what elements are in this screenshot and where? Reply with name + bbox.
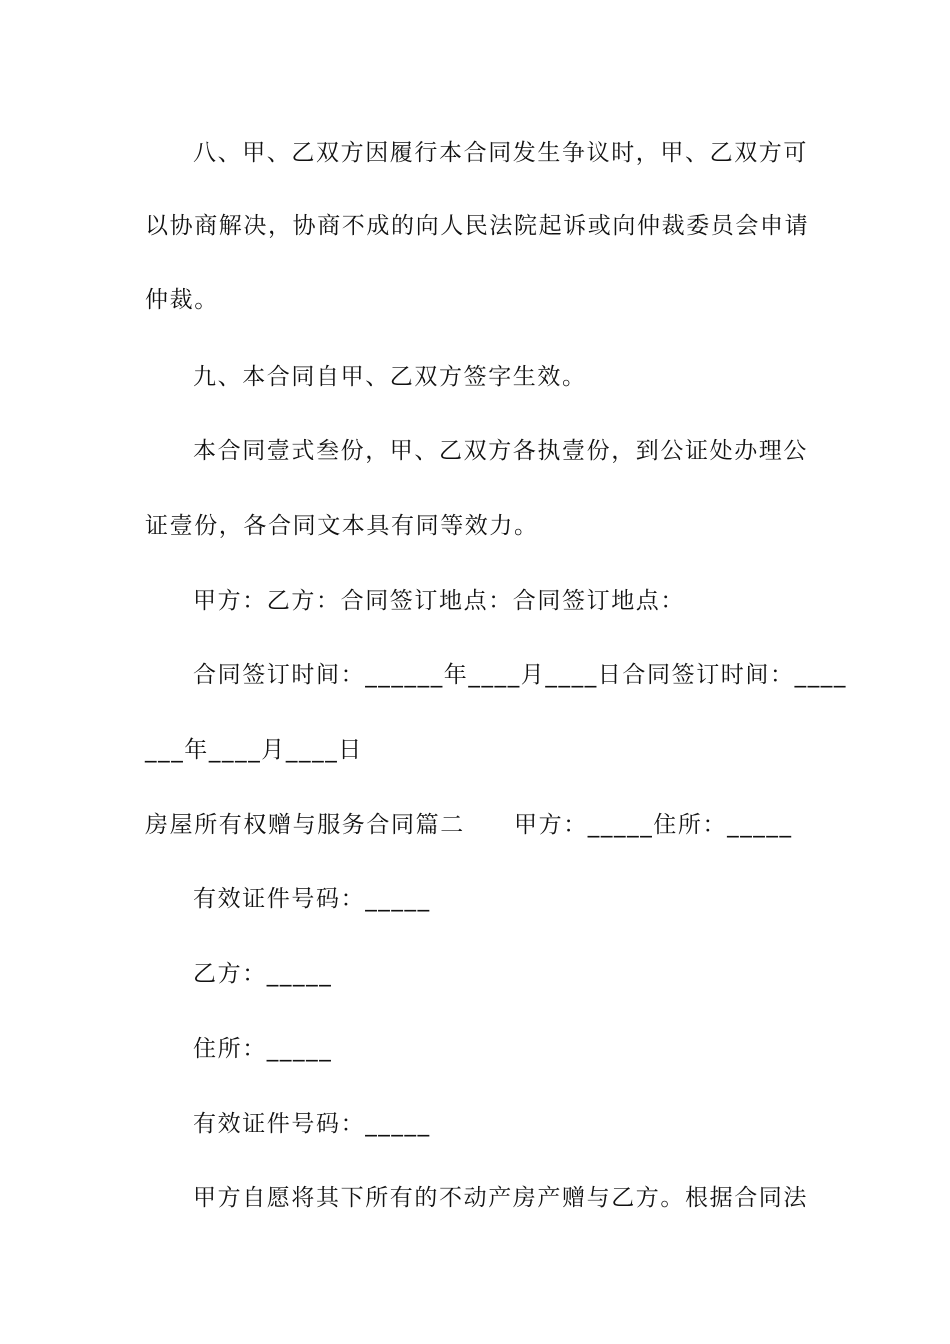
section-2-title: 房屋所有权赠与服务合同篇二 甲方：_____住所：_____ [145, 812, 793, 838]
party-b: 乙方：_____ [193, 961, 333, 987]
clause-9: 九、本合同自甲、乙双方签字生效。 [193, 364, 587, 390]
clause-8-line-2: 以协商解决，协商不成的向人民法院起诉或向仲裁委员会申请 [145, 213, 810, 239]
copies-line-2: 证壹份，各合同文本具有同等效力。 [145, 513, 539, 539]
gift-statement: 甲方自愿将其下所有的不动产房产赠与乙方。根据合同法 [193, 1185, 808, 1211]
parties-signing-place: 甲方：乙方：合同签订地点：合同签订地点： [193, 588, 685, 614]
signing-time-line-1: 合同签订时间：______年____月____日合同签订时间：____ [193, 662, 847, 688]
signing-time-line-2: ___年____月____日 [145, 737, 363, 763]
clause-8-line-1: 八、甲、乙双方因履行本合同发生争议时，甲、乙双方可 [193, 140, 808, 166]
party-b-address: 住所：_____ [193, 1036, 333, 1062]
copies-line-1: 本合同壹式叁份，甲、乙双方各执壹份，到公证处办理公 [193, 438, 808, 464]
party-b-id-number: 有效证件号码：_____ [193, 1111, 431, 1137]
clause-8-line-3: 仲裁。 [145, 287, 219, 313]
party-a-id-number: 有效证件号码：_____ [193, 886, 431, 912]
